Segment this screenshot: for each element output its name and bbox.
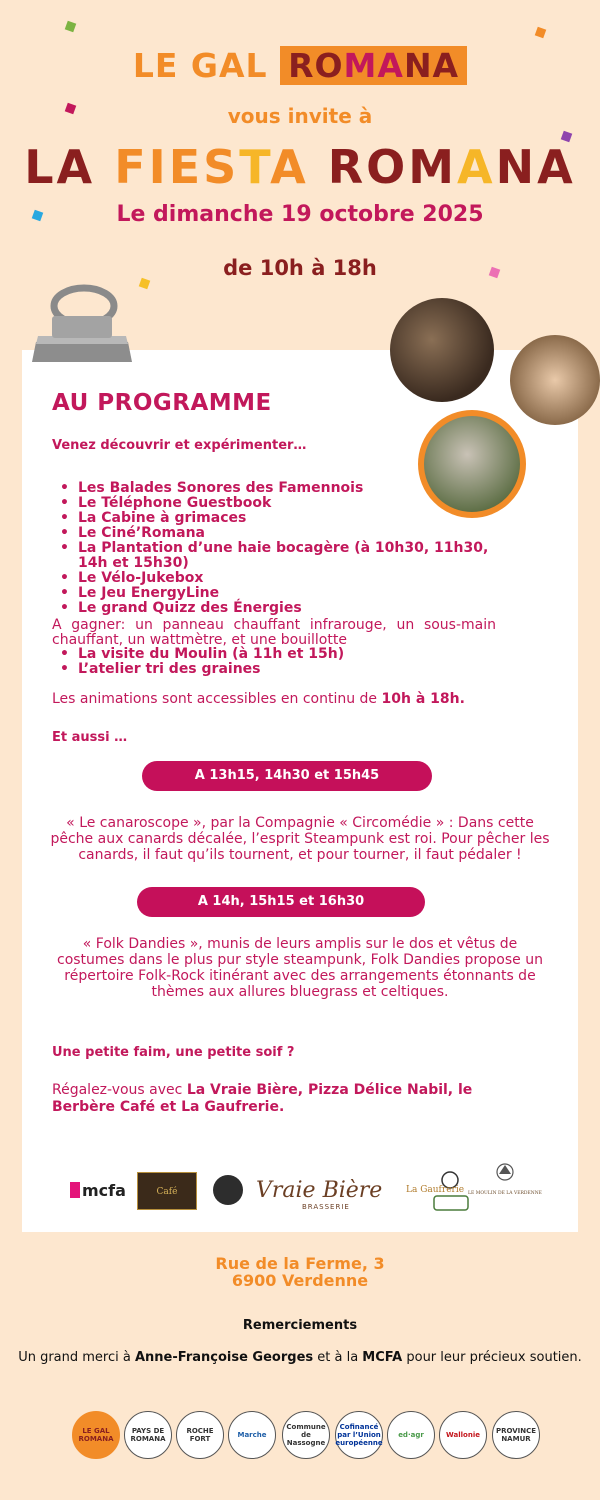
activity-list [52,481,522,616]
confetti [65,21,77,33]
partner-logo-pays-romana: PAYS DE ROMANA [124,1411,172,1459]
moulin-logo-text: LE MOULIN DE LA VERDENNE [468,1191,542,1196]
list-item: • La Plantation d’une haie bocagère (à 10h30, 11h30, 14h et 15h30) [52,541,522,571]
event-crowd-photo [510,335,600,425]
event-title: LA FIESTA ROMANA [24,140,576,194]
partner-logo-wallonie: Wallonie [439,1411,487,1459]
event-hours: de 10h à 18h [223,256,377,280]
venue-address: Rue de la Ferme, 3 6900 Verdenne [215,1254,385,1290]
partner-logo-edagr: ed·agr [387,1411,435,1459]
list-item: • Le Vélo-Jukebox [52,571,522,586]
berbere-cafe-logo: Café [137,1172,197,1210]
list-item: • La Cabine à grimaces [52,511,522,526]
event-date: Le dimanche 19 octobre 2025 [116,202,484,227]
list-item: • Le Jeu EnergyLine [52,586,522,601]
partner-logo-marche: Marche [228,1411,276,1459]
list-item: • Le Ciné’Romana [52,526,522,541]
thanks-heading: Remerciements [242,1318,358,1333]
partner-logo-gal-romana: LE GAL ROMANA [72,1411,120,1459]
gaufrerie-logo-text: La Gaufrerie [406,1185,465,1195]
moulin-verdenne-logo [468,1160,542,1206]
list-item: • Le grand Quizz des Énergies [52,601,522,616]
vraie-biere-subtitle: BRASSERIE [302,1203,350,1211]
invite-text: vous invite à [227,104,373,128]
food-text: Régalez-vous avec La Vraie Bière, Pizza Délice Nabil, le Berbère Café et La Gaufrerie. [52,1082,473,1115]
confetti [535,27,547,39]
partner-logo-eu: Cofinancé par l’Union européenne [335,1411,383,1459]
access-text: Les animations sont accessibles en continu de 10h à 18h. [52,691,465,707]
steampunk-performers-photo [390,298,494,402]
partner-logo-nassogne: Commune de Nassogne [282,1411,330,1459]
canaroscope-description: « Le canaroscope », par la Compagnie « Circomédie » : Dans cette pêche aux canards décalée, l’esprit Steampunk est roi. Pour pêcher les canards, il faut qu’ils tournent, et pour tourner, il faut pédaler ! [50,815,550,863]
prizes-text: A gagner: un panneau chauffant infrarouge, un sous-main chauffant, un wattmètre, et une bouillotte [52,617,496,648]
thanks-text: Un grand merci à Anne-Françoise Georges et à la MCFA pour leur précieux soutien. [18,1350,582,1365]
program-heading: AU PROGRAMME [52,390,272,416]
gaufrerie-logo [404,1168,474,1214]
binder-clip-icon [32,286,136,370]
mcfa-logo: mcfa [70,1181,126,1200]
list-item: • La visite du Moulin (à 11h et 15h) [52,647,522,662]
pizza-logo [213,1175,243,1205]
activity-list-2 [52,647,522,677]
time-slot-badge: A 13h15, 14h30 et 15h45 [142,761,432,791]
folk-dandies-description: « Folk Dandies », munis de leurs amplis sur le dos et vêtus de costumes dans le plus pur style steampunk, Folk Dandies propose un répertoire Folk-Rock itinérant avec des arrangements étonnants de thèmes aux allures bluegrass et celtiques. [57,936,543,1000]
food-heading: Une petite faim, une petite soif ? [52,1045,295,1060]
list-item: • L’atelier tri des graines [52,662,522,677]
vraie-biere-logo: Vraie Bière [256,1178,383,1203]
also-heading: Et aussi … [52,730,128,745]
list-item: • Le Téléphone Guestbook [52,496,522,511]
time-slot-badge: A 14h, 15h15 et 16h30 [137,887,425,917]
list-item: • Les Balades Sonores des Famennois [52,481,522,496]
partner-logo-province-namur: PROVINCE NAMUR [492,1411,540,1459]
program-intro: Venez découvrir et expérimenter… [52,438,307,453]
partner-logo-rochefort: ROCHE FORT [176,1411,224,1459]
gal-romana-title: LE GAL ROMANA [0,46,600,85]
